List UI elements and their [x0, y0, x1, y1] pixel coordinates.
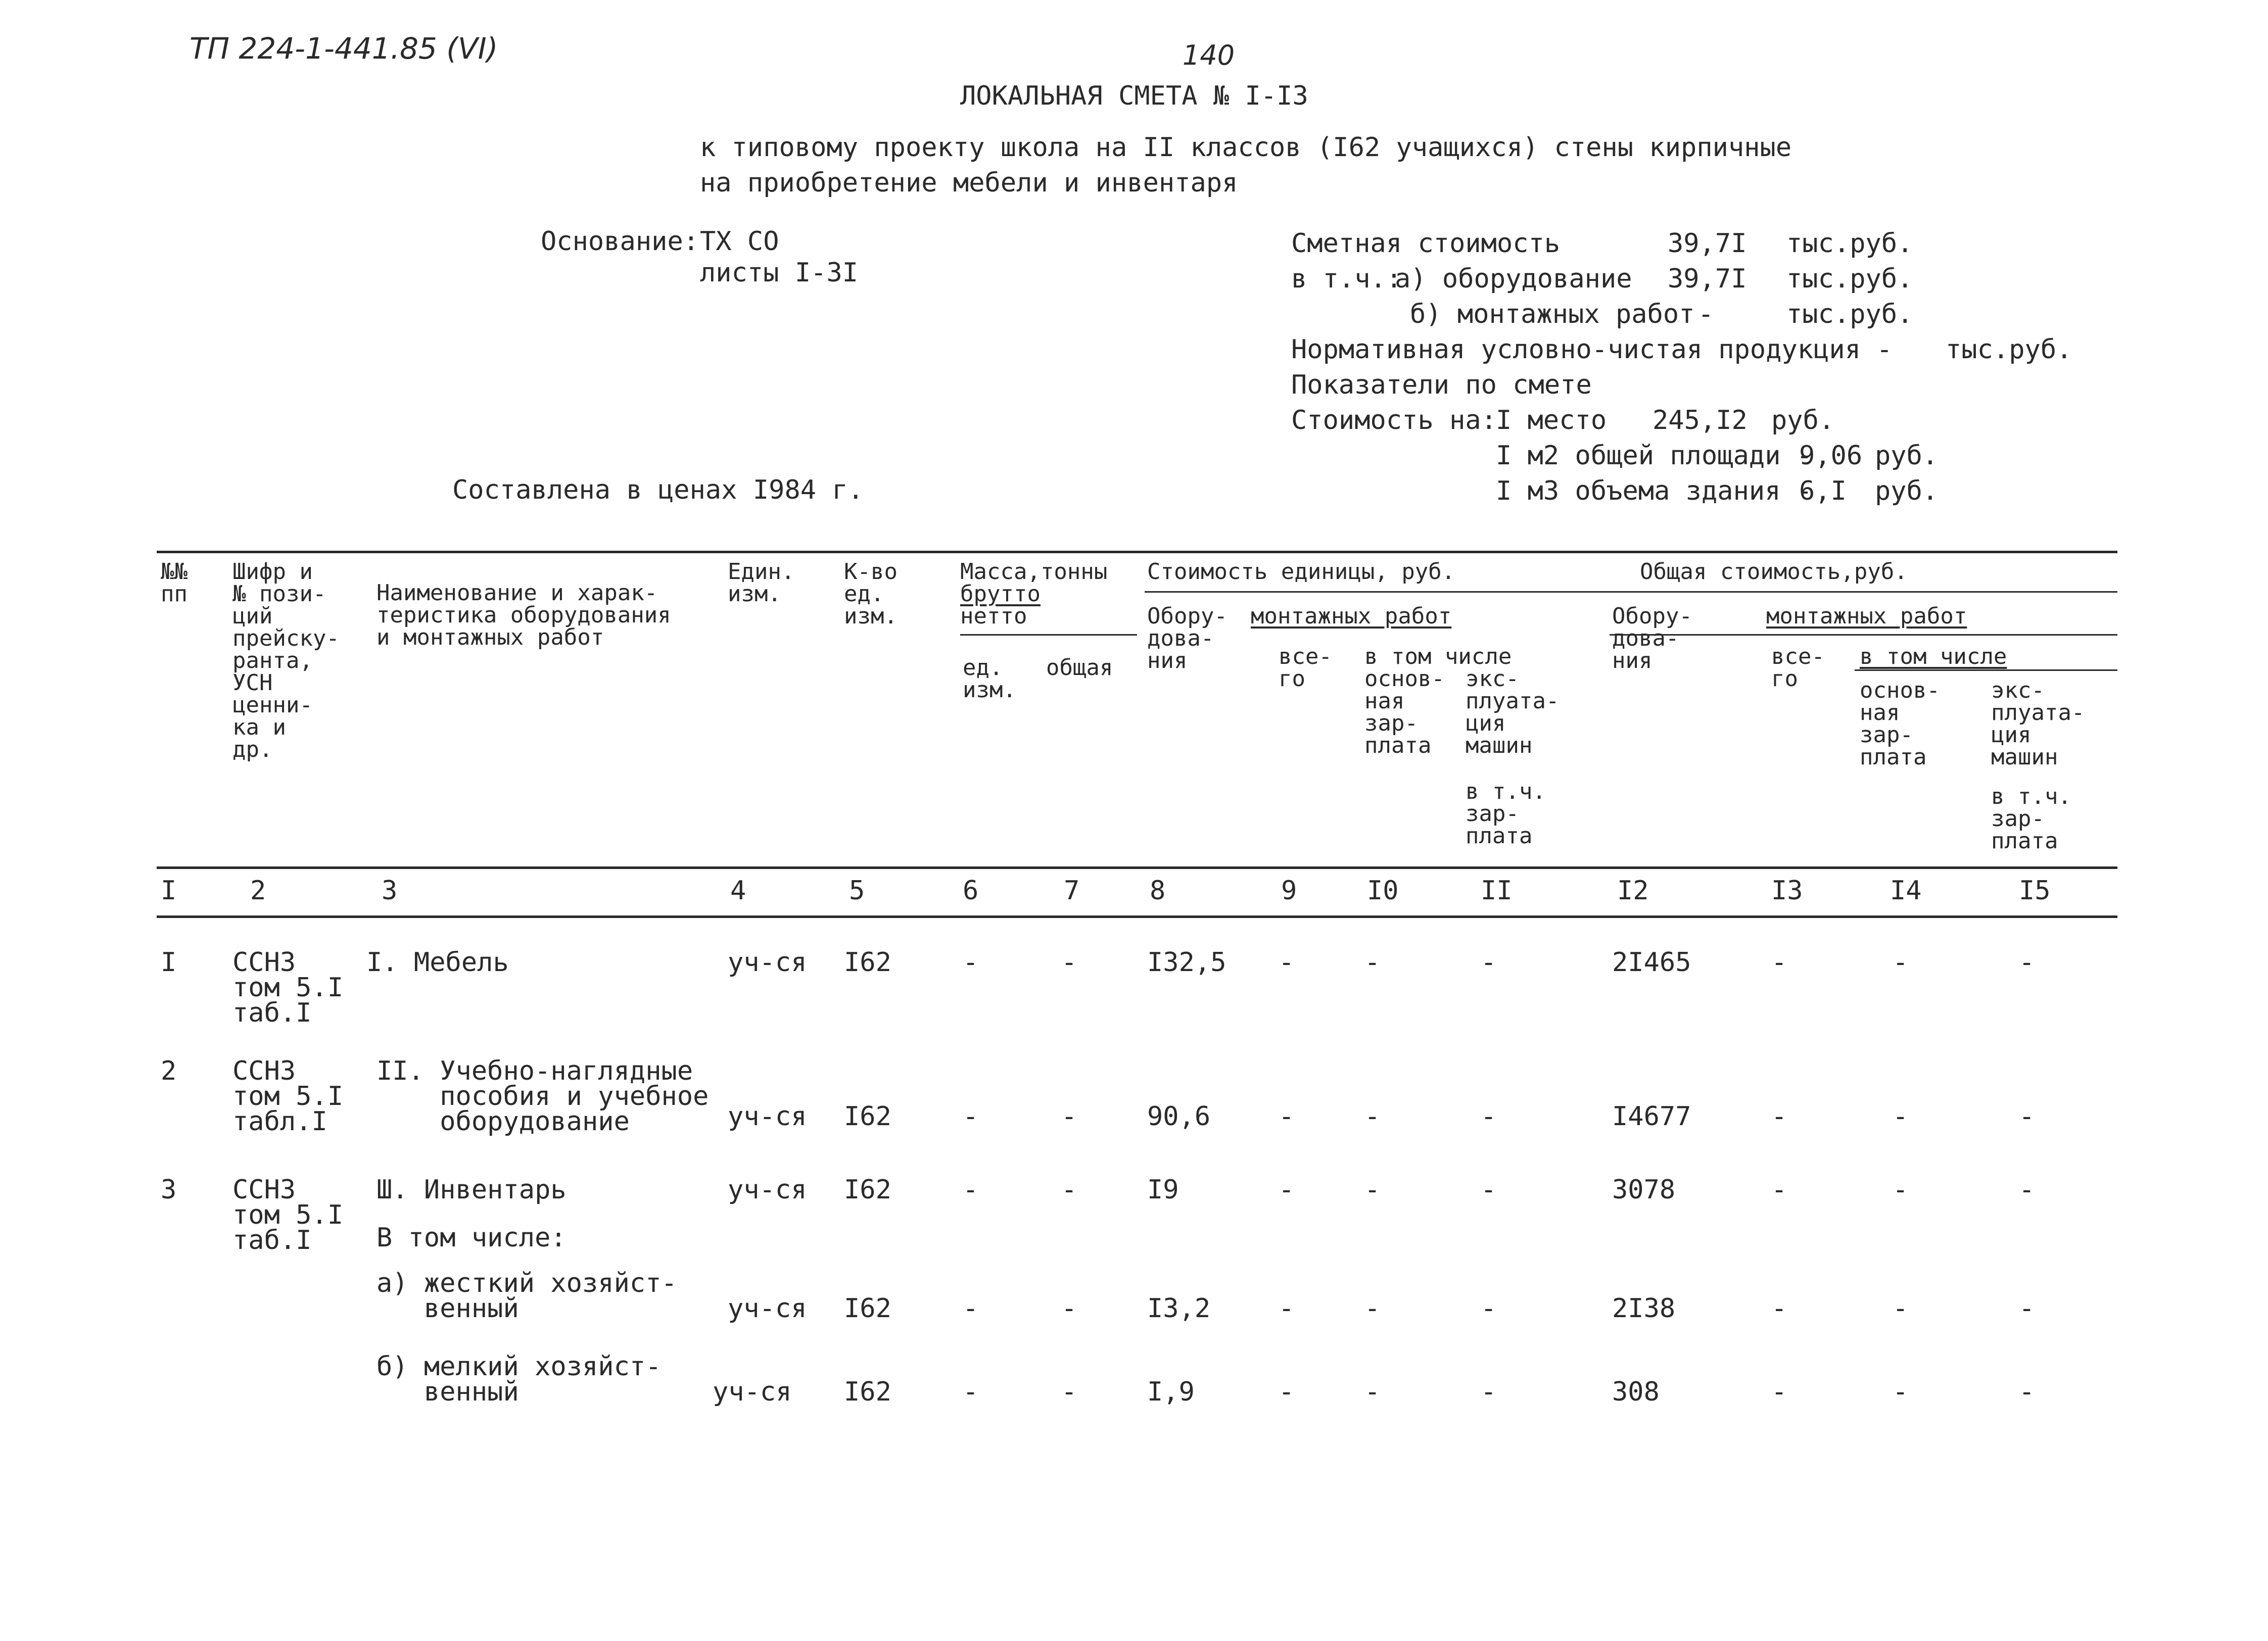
cost-per-m2-value: 9,06 [1799, 441, 1863, 471]
row-c15: - [2019, 1377, 2035, 1407]
row-unit: уч-ся [728, 1101, 807, 1132]
column-number: I [161, 876, 177, 906]
mass-split-rule [960, 634, 1137, 636]
row-c12: 2I465 [1612, 947, 1691, 978]
header-mount-total: все- го [1279, 644, 1332, 692]
row-c14: - [1893, 947, 1909, 978]
header-total-incl: в том числе [1860, 644, 2007, 669]
row-name: б) мелкий хозяйст- венный [376, 1352, 662, 1407]
row-c7: - [1061, 1101, 1077, 1132]
column-number: I2 [1617, 876, 1649, 906]
header-total-cost: Общая стоимость,руб. [1640, 559, 1908, 585]
column-number: 5 [849, 876, 865, 906]
row-c6: - [963, 1377, 979, 1407]
row-c15: - [2019, 1175, 2035, 1205]
cost-per-m2-label: I м2 общей площади - [1496, 441, 1813, 471]
indicators-label: Показатели по смете [1291, 370, 1592, 400]
row-number: I [161, 947, 177, 978]
row-c9: - [1279, 947, 1295, 978]
total-incl-rule [1855, 669, 2117, 671]
row-c7: - [1061, 1293, 1077, 1324]
column-number: I0 [1367, 876, 1399, 906]
row-c14: - [1893, 1101, 1909, 1132]
row-quantity: I62 [844, 947, 891, 978]
row-c10: - [1364, 1293, 1381, 1324]
row-c7: - [1061, 1175, 1077, 1205]
header-mass-unit: ед. изм. [963, 655, 1016, 703]
row-c12: I4677 [1612, 1101, 1691, 1132]
header-mass-total: общая [1046, 655, 1113, 681]
row-c13: - [1771, 1175, 1787, 1205]
normative-unit: тыс.руб. [1946, 334, 2072, 365]
row-c14: - [1893, 1175, 1909, 1205]
header-bottom-rule [157, 866, 2117, 869]
estimated-cost-value: 39,7I [1668, 228, 1747, 259]
header-total-machines: экс- плуата- ция машин [1991, 678, 2085, 770]
header-unit-cost: Стоимость единицы, руб. [1147, 559, 1455, 585]
cost-per-place-unit: руб. [1771, 405, 1835, 436]
equipment-unit: тыс.руб. [1786, 264, 1913, 294]
row-c11: - [1481, 1175, 1497, 1205]
row-c14: - [1893, 1293, 1909, 1324]
row-c7: - [1061, 1377, 1077, 1407]
row-c10: - [1364, 1175, 1381, 1205]
column-numbers-rule [157, 915, 2117, 918]
subitems-label: В том числе: [376, 1223, 566, 1253]
row-quantity: I62 [844, 1377, 891, 1407]
cost-per-m3-unit: руб. [1875, 476, 1939, 506]
header-row-number: №№ пп [161, 559, 187, 607]
column-number: II [1481, 876, 1513, 906]
row-c12: 3078 [1612, 1175, 1676, 1205]
row-c12: 2I38 [1612, 1293, 1676, 1324]
normative-label: Нормативная условно-чистая продукция - [1291, 334, 1893, 365]
row-c6: - [963, 1293, 979, 1324]
basis-label: Основание: [541, 226, 699, 257]
row-c11: - [1481, 1101, 1497, 1132]
header-total-machines-salary: в т.ч. зар- плата [1991, 784, 2071, 854]
header-unit: Един. изм. [728, 559, 795, 607]
column-number: 7 [1064, 876, 1080, 906]
row-c9: - [1279, 1175, 1295, 1205]
row-number: 3 [161, 1175, 177, 1205]
row-code: ССНЗ том 5.I таб.I [232, 1175, 344, 1256]
cost-per-label: Стоимость на: [1291, 405, 1497, 436]
mounting-value: - [1698, 299, 1714, 329]
column-number: I5 [2019, 876, 2051, 906]
row-c9: - [1279, 1377, 1295, 1407]
header-code: Шифр и № пози- ций прейску- ранта, УСН ценни- ка и др. [232, 559, 340, 762]
basis-value-2: листы I-3I [700, 258, 859, 288]
mounting-unit: тыс.руб. [1786, 299, 1913, 329]
row-c13: - [1771, 947, 1787, 978]
header-equipment: Обору- дова- ния [1147, 603, 1227, 673]
row-name: Ш. Инвентарь [376, 1175, 566, 1205]
row-c13: - [1771, 1293, 1787, 1324]
estimate-heading: ЛОКАЛЬНАЯ СМЕТА № I-I3 [960, 81, 1308, 111]
row-unit: уч-ся [728, 1175, 807, 1205]
cost-per-m3-label: I м3 объема здания - [1496, 476, 1813, 506]
cost-per-m2-unit: руб. [1875, 441, 1939, 471]
cost-group-rule [1145, 591, 2117, 593]
row-unit: уч-ся [713, 1377, 792, 1407]
header-mass: Масса,тонны [960, 559, 1108, 585]
estimated-cost-label: Сметная стоимость [1291, 228, 1561, 259]
header-base-salary: основ- ная зар- плата [1364, 666, 1445, 758]
row-name: II. Учебно-наглядные пособия и учебное оборудование [376, 1056, 709, 1137]
row-c8: I9 [1147, 1175, 1179, 1205]
incl-label: в т.ч.: [1291, 264, 1402, 294]
row-c8: I,9 [1147, 1377, 1195, 1407]
row-c15: - [2019, 1293, 2035, 1324]
row-code: ССНЗ том 5.I табл.I [232, 1056, 344, 1137]
header-mounting: монтажных работ [1251, 603, 1452, 629]
header-total-equipment: Обору- дова- ния [1612, 603, 1692, 673]
table-top-rule [157, 551, 2117, 553]
document-code: ТП 224-1-441.85 (VI) [190, 31, 498, 66]
column-number: 2 [250, 876, 266, 906]
header-total-base-salary: основ- ная зар- плата [1860, 678, 1940, 770]
prices-note: Составлена в ценах I984 г. [452, 475, 864, 505]
row-quantity: I62 [844, 1101, 891, 1132]
row-c10: - [1364, 1101, 1381, 1132]
row-c10: - [1364, 1377, 1381, 1407]
cost-per-place-label: I место [1496, 405, 1607, 436]
header-brutto: брутто [960, 581, 1041, 607]
row-c15: - [2019, 947, 2035, 978]
row-unit: уч-ся [728, 947, 807, 978]
column-number: I4 [1890, 876, 1922, 906]
row-name: I. Мебель [366, 947, 509, 978]
column-number: 8 [1150, 876, 1166, 906]
row-c9: - [1279, 1293, 1295, 1324]
row-c8: I32,5 [1147, 947, 1226, 978]
row-code: ССНЗ том 5.I таб.I [232, 947, 344, 1028]
column-number: 4 [730, 876, 746, 906]
header-machines: экс- плуата- ция машин [1466, 666, 1560, 758]
row-c12: 308 [1612, 1377, 1660, 1407]
cost-per-m3-value: 6,I [1799, 476, 1847, 506]
mounting-label: б) монтажных работ [1410, 299, 1695, 329]
row-c6: - [963, 1175, 979, 1205]
row-c6: - [963, 947, 979, 978]
header-total-mount-total: все- го [1771, 644, 1825, 692]
row-c10: - [1364, 947, 1381, 978]
column-number: 6 [963, 876, 979, 906]
column-number: 3 [382, 876, 398, 906]
row-c11: - [1481, 1293, 1497, 1324]
row-c6: - [963, 1101, 979, 1132]
row-c8: I3,2 [1147, 1293, 1211, 1324]
row-c11: - [1481, 947, 1497, 978]
header-machines-salary: в т.ч. зар- плата [1466, 779, 1546, 849]
row-c7: - [1061, 947, 1077, 978]
row-c9: - [1279, 1101, 1295, 1132]
row-quantity: I62 [844, 1293, 891, 1324]
header-incl: в том числе [1364, 644, 1512, 669]
row-unit: уч-ся [728, 1293, 807, 1324]
estimated-cost-unit: тыс.руб. [1786, 228, 1913, 259]
equipment-value: 39,7I [1668, 264, 1747, 294]
cost-per-place-value: 245,I2 [1652, 405, 1747, 436]
column-number: I3 [1771, 876, 1803, 906]
row-c13: - [1771, 1377, 1787, 1407]
row-c15: - [2019, 1101, 2035, 1132]
header-name: Наименование и харак- теристика оборудования и монтажных работ [376, 580, 671, 650]
row-number: 2 [161, 1056, 177, 1086]
estimate-subtitle-line1: к типовому проекту школа на II классов (I62 учащихся) стены кирпичные [700, 132, 1792, 163]
row-c11: - [1481, 1377, 1497, 1407]
page-number: 140 [1183, 39, 1235, 71]
row-quantity: I62 [844, 1175, 891, 1205]
estimate-subtitle-line2: на приобретение мебели и инвентаря [700, 168, 1238, 198]
header-netto: нетто [960, 603, 1027, 629]
row-c13: - [1771, 1101, 1787, 1132]
row-c14: - [1893, 1377, 1909, 1407]
equipment-label: а) оборудование [1395, 264, 1632, 294]
basis-value-1: ТХ СО [700, 226, 779, 257]
column-number: 9 [1281, 876, 1297, 906]
header-quantity: К-во ед. изм. [844, 559, 897, 629]
row-name: а) жесткий хозяйст- венный [376, 1268, 677, 1324]
row-c8: 90,6 [1147, 1101, 1211, 1132]
header-total-mounting: монтажных работ [1766, 603, 1967, 629]
